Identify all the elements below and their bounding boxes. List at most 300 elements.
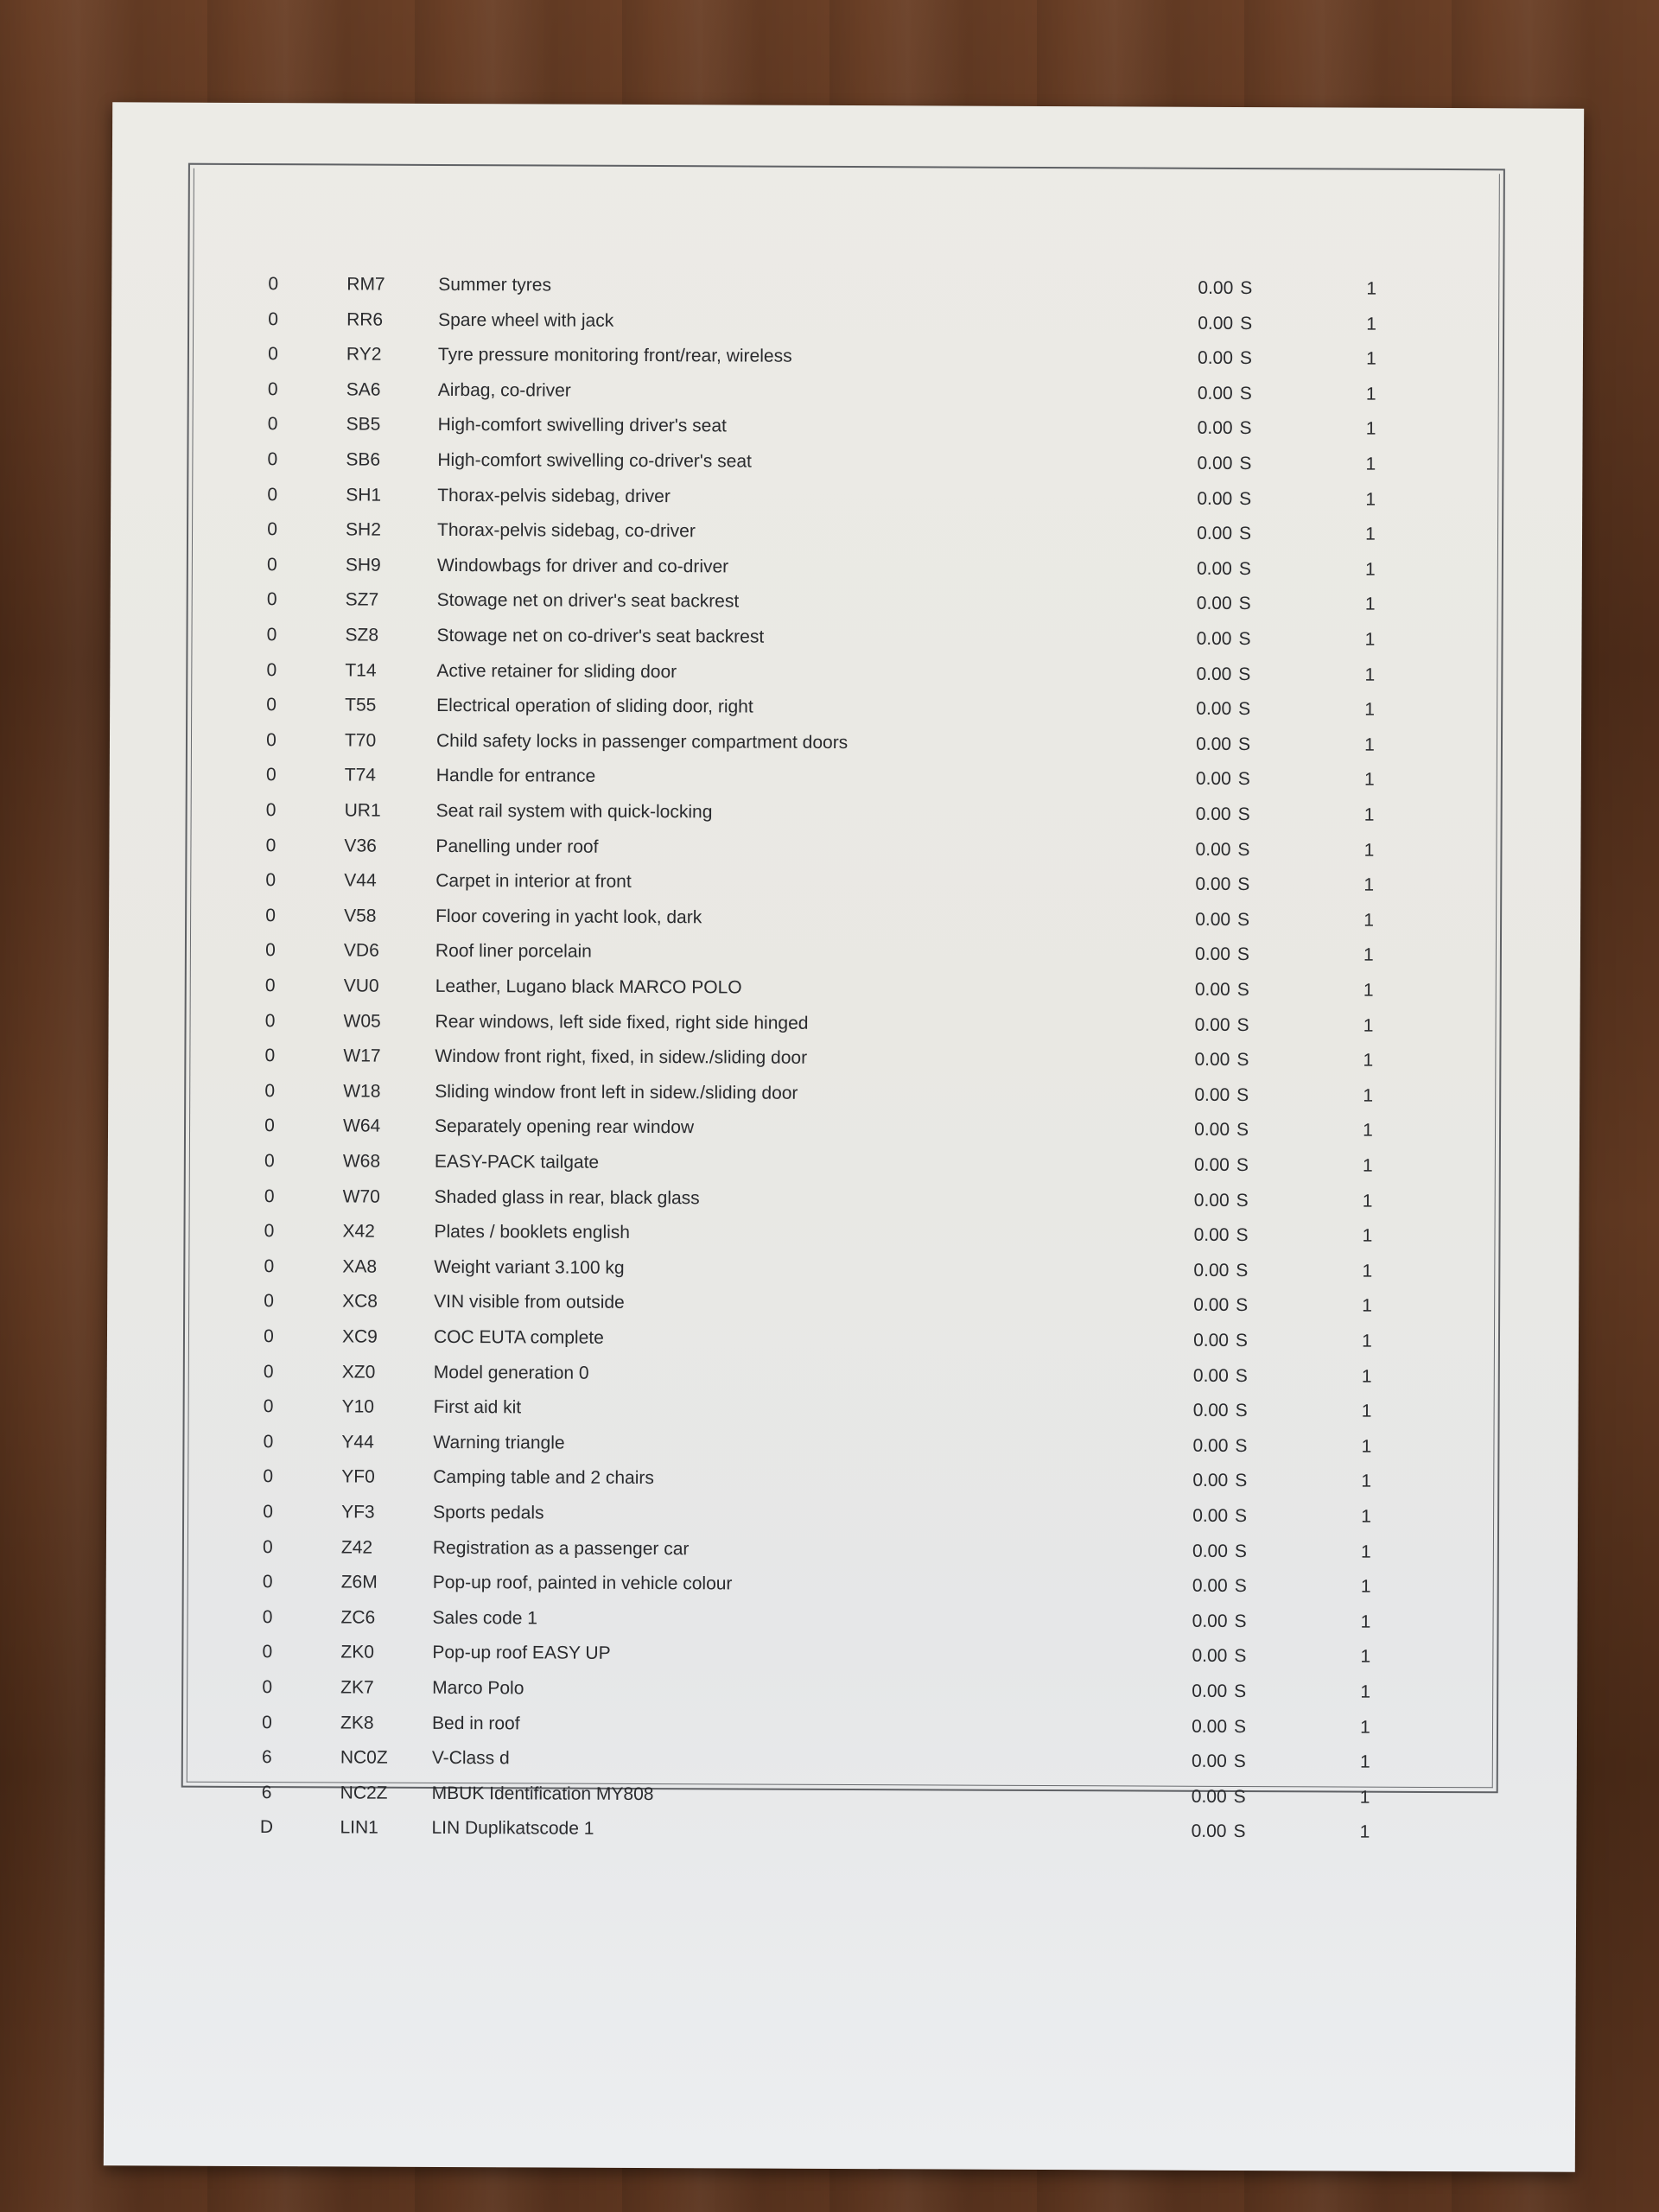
row-number: 0 [264, 1326, 274, 1347]
option-flag: S [1239, 453, 1252, 474]
table-row [107, 1319, 1579, 1359]
option-flag: S [1234, 1541, 1247, 1561]
table-row [106, 1459, 1578, 1500]
row-number: 0 [265, 835, 276, 855]
option-price: 0.00 [1192, 1541, 1228, 1561]
option-price: 0.00 [1192, 1646, 1228, 1667]
table-row [110, 617, 1581, 658]
option-price: 0.00 [1198, 347, 1233, 369]
option-code: Y10 [341, 1396, 375, 1417]
table-row [111, 302, 1583, 342]
option-quantity: 1 [1364, 699, 1376, 720]
option-quantity: 1 [1366, 348, 1376, 369]
option-code: Y44 [341, 1432, 374, 1452]
option-code: SH2 [346, 519, 381, 540]
option-code: W68 [342, 1151, 381, 1172]
option-quantity: 1 [1361, 1436, 1372, 1457]
option-description: Airbag, co-driver [437, 379, 571, 401]
row-number: 0 [262, 1606, 273, 1627]
option-code: NC2Z [340, 1783, 388, 1803]
row-number: 0 [263, 1502, 273, 1522]
option-price: 0.00 [1197, 453, 1233, 474]
option-price: 0.00 [1198, 277, 1234, 298]
option-price: 0.00 [1192, 1716, 1228, 1737]
option-price: 0.00 [1195, 804, 1231, 824]
table-row [105, 1669, 1577, 1710]
option-code: ZC6 [340, 1607, 376, 1628]
row-number: 0 [265, 905, 276, 925]
table-row [107, 1284, 1579, 1325]
option-price: 0.00 [1196, 558, 1232, 579]
option-flag: S [1234, 1576, 1247, 1597]
option-code: UR1 [344, 800, 381, 821]
option-flag: S [1239, 488, 1252, 509]
option-description: Window front right, fixed, in sidew./sliding door [435, 1046, 808, 1069]
row-number: 0 [268, 274, 279, 295]
option-quantity: 1 [1363, 840, 1375, 861]
option-price: 0.00 [1194, 1049, 1230, 1071]
option-flag: S [1234, 1646, 1247, 1667]
option-description: MBUK Identification MY808 [431, 1783, 654, 1804]
row-number: 0 [264, 1255, 275, 1276]
table-row [106, 1564, 1578, 1605]
table-row [110, 652, 1581, 693]
option-code: W64 [342, 1116, 381, 1137]
option-code: Z6M [340, 1572, 378, 1592]
table-row [108, 1038, 1580, 1078]
option-description: Camping table and 2 chairs [433, 1467, 654, 1489]
option-quantity: 1 [1365, 524, 1376, 544]
option-price: 0.00 [1192, 1471, 1229, 1491]
option-quantity: 1 [1359, 1822, 1370, 1843]
option-quantity: 1 [1363, 910, 1374, 931]
option-description: Pop-up roof EASY UP [432, 1643, 611, 1664]
option-flag: S [1236, 1295, 1249, 1316]
table-row [110, 722, 1581, 763]
option-description: COC EUTA complete [433, 1326, 604, 1348]
option-code: W17 [343, 1046, 381, 1066]
option-code: W05 [343, 1011, 381, 1032]
table-row [108, 1109, 1580, 1149]
option-flag: S [1236, 1120, 1249, 1141]
row-number: 0 [263, 1431, 274, 1452]
option-quantity: 1 [1360, 1717, 1370, 1738]
option-flag: S [1237, 874, 1250, 895]
row-number: 0 [263, 1361, 274, 1382]
table-row [108, 1003, 1580, 1044]
table-row [107, 1213, 1579, 1254]
option-code: W18 [343, 1081, 381, 1102]
option-price: 0.00 [1195, 839, 1231, 860]
option-price: 0.00 [1192, 1505, 1229, 1526]
table-row [105, 1775, 1577, 1815]
option-price: 0.00 [1195, 909, 1231, 930]
option-price: 0.00 [1196, 734, 1232, 754]
table-row [108, 1143, 1580, 1184]
table-row [105, 1635, 1577, 1675]
option-flag: S [1235, 1330, 1249, 1351]
option-code: SH9 [345, 555, 381, 575]
option-code: W70 [342, 1186, 380, 1207]
option-quantity: 1 [1363, 1015, 1374, 1036]
option-price: 0.00 [1195, 769, 1231, 790]
row-number: 0 [264, 976, 276, 996]
table-row [111, 477, 1582, 518]
option-flag: S [1237, 839, 1250, 860]
option-price: 0.00 [1193, 1190, 1230, 1211]
row-number: 0 [262, 1642, 273, 1662]
option-description: Sales code 1 [432, 1607, 538, 1629]
option-description: Stowage net on driver's seat backrest [436, 590, 740, 612]
option-flag: S [1236, 1260, 1249, 1281]
option-quantity: 1 [1365, 454, 1376, 474]
option-flag: S [1240, 313, 1253, 334]
option-quantity: 1 [1361, 1541, 1371, 1562]
option-price: 0.00 [1193, 1154, 1230, 1175]
table-row [111, 372, 1583, 412]
option-quantity: 1 [1361, 1471, 1372, 1492]
option-quantity: 1 [1362, 1191, 1373, 1211]
option-flag: S [1233, 1751, 1246, 1772]
option-price: 0.00 [1194, 1084, 1230, 1105]
option-description: First aid kit [433, 1397, 522, 1418]
option-price: 0.00 [1193, 1260, 1230, 1281]
option-code: V58 [344, 906, 377, 926]
option-quantity: 1 [1363, 1121, 1373, 1141]
option-description: Handle for entrance [435, 766, 596, 787]
row-number: 0 [262, 1572, 273, 1592]
table-row [108, 1179, 1580, 1219]
option-flag: S [1236, 1190, 1249, 1211]
option-quantity: 1 [1364, 629, 1376, 650]
option-description: Carpet in interior at front [435, 871, 632, 893]
option-description: Sliding window front left in sidew./sliding door [435, 1081, 798, 1103]
option-code: T14 [345, 660, 377, 681]
row-number: 0 [266, 625, 277, 645]
row-number: 0 [266, 695, 277, 715]
option-code: SB5 [346, 414, 381, 435]
option-quantity: 1 [1363, 1085, 1374, 1106]
option-description: Floor covering in yacht look, dark [435, 906, 702, 928]
table-row [111, 266, 1583, 307]
option-flag: S [1233, 1786, 1246, 1807]
row-number: 0 [267, 414, 278, 435]
table-row [109, 862, 1580, 903]
option-price: 0.00 [1197, 383, 1233, 404]
option-quantity: 1 [1362, 1331, 1372, 1351]
option-price: 0.00 [1195, 874, 1231, 895]
option-quantity: 1 [1366, 278, 1377, 299]
option-quantity: 1 [1362, 1155, 1373, 1176]
option-code: V44 [344, 870, 377, 891]
paper-sheet [104, 102, 1584, 2171]
option-code: T55 [345, 695, 377, 715]
option-description: Registration as a passenger car [432, 1537, 690, 1559]
option-description: Stowage net on co-driver's seat backrest [436, 625, 765, 647]
table-row [110, 758, 1581, 798]
option-description: LIN Duplikatscode 1 [431, 1818, 594, 1840]
option-price: 0.00 [1197, 523, 1233, 544]
option-code: T70 [344, 730, 377, 751]
table-row [111, 547, 1582, 588]
row-number: 0 [264, 1080, 276, 1101]
option-flag: S [1236, 979, 1249, 1001]
option-flag: S [1236, 1154, 1249, 1176]
option-flag: S [1239, 348, 1252, 369]
option-flag: S [1238, 664, 1251, 684]
option-price: 0.00 [1197, 488, 1233, 509]
row-number: 0 [264, 1046, 276, 1066]
option-description: Sports pedals [433, 1502, 544, 1523]
table-row [109, 898, 1580, 938]
option-description: Electrical operation of sliding door, right [436, 696, 753, 717]
option-quantity: 1 [1360, 1681, 1371, 1702]
option-flag: S [1234, 1611, 1247, 1631]
row-number: D [259, 1817, 274, 1838]
option-quantity: 1 [1365, 384, 1376, 404]
option-description: Model generation 0 [433, 1362, 589, 1383]
option-flag: S [1237, 804, 1250, 825]
option-quantity: 1 [1364, 594, 1376, 615]
option-quantity: 1 [1362, 1225, 1373, 1246]
option-flag: S [1234, 1681, 1247, 1702]
option-description: VIN visible from outside [434, 1292, 625, 1313]
table-row [111, 582, 1582, 623]
table-row [109, 933, 1580, 974]
row-number: 0 [267, 484, 278, 505]
option-code: LIN1 [340, 1817, 378, 1839]
row-number: 0 [268, 308, 279, 329]
option-quantity: 1 [1362, 1261, 1373, 1281]
option-description: High-comfort swivelling driver's seat [437, 415, 727, 436]
option-description: Active retainer for sliding door [436, 660, 677, 682]
option-description: Warning triangle [433, 1432, 565, 1453]
option-description: Summer tyres [438, 274, 552, 296]
option-flag: S [1235, 1365, 1248, 1386]
option-quantity: 1 [1365, 489, 1376, 510]
option-description: Marco Polo [432, 1677, 524, 1699]
option-code: SZ7 [345, 589, 379, 611]
table-row [106, 1424, 1578, 1465]
table-row [111, 442, 1582, 482]
table-row [109, 828, 1580, 868]
option-code: ZK7 [340, 1677, 374, 1698]
option-quantity: 1 [1365, 419, 1376, 440]
row-number: 0 [262, 1712, 272, 1732]
option-flag: S [1236, 1014, 1249, 1035]
option-code: Z42 [340, 1537, 373, 1558]
option-flag: S [1235, 1401, 1248, 1421]
row-number: 0 [263, 1536, 273, 1557]
option-description: Separately opening rear window [434, 1116, 695, 1138]
option-code: V36 [344, 836, 377, 856]
option-flag: S [1238, 628, 1251, 650]
table-row [107, 1354, 1579, 1395]
option-flag: S [1239, 418, 1252, 439]
option-quantity: 1 [1366, 314, 1377, 334]
option-description: V-Class d [431, 1748, 510, 1769]
option-price: 0.00 [1191, 1786, 1227, 1807]
option-description: Tyre pressure monitoring front/rear, wireless [437, 345, 792, 366]
option-price: 0.00 [1198, 313, 1234, 334]
option-flag: S [1236, 1050, 1249, 1071]
option-quantity: 1 [1363, 1050, 1374, 1071]
option-quantity: 1 [1363, 804, 1375, 825]
row-number: 0 [267, 449, 278, 470]
option-code: VU0 [343, 976, 379, 996]
table-row [109, 968, 1580, 1008]
option-quantity: 1 [1363, 874, 1375, 895]
option-price: 0.00 [1194, 1014, 1230, 1035]
option-price: 0.00 [1192, 1611, 1228, 1631]
row-number: 0 [264, 1185, 275, 1206]
option-quantity: 1 [1359, 1787, 1370, 1808]
option-quantity: 1 [1364, 559, 1376, 580]
row-number: 0 [264, 1116, 275, 1136]
option-code: NC0Z [340, 1747, 388, 1768]
option-code: XC9 [341, 1326, 378, 1347]
table-row [110, 687, 1581, 728]
option-code: VD6 [343, 940, 379, 962]
option-quantity: 1 [1363, 770, 1375, 791]
option-price: 0.00 [1193, 1330, 1230, 1351]
option-flag: S [1238, 558, 1251, 579]
option-code: X42 [342, 1221, 375, 1242]
option-description: Windowbags for driver and co-driver [436, 555, 729, 577]
option-flag: S [1235, 1435, 1248, 1456]
row-number: 0 [264, 1010, 276, 1031]
option-price: 0.00 [1194, 979, 1230, 1000]
option-flag: S [1236, 1084, 1249, 1105]
option-quantity: 1 [1363, 980, 1374, 1001]
row-number: 0 [263, 1466, 274, 1487]
option-price: 0.00 [1194, 1120, 1230, 1141]
row-number: 0 [266, 659, 277, 680]
option-price: 0.00 [1192, 1575, 1228, 1597]
row-number: 0 [268, 344, 278, 365]
table-row [111, 336, 1583, 377]
option-code: XA8 [342, 1256, 378, 1277]
table-row [106, 1494, 1578, 1535]
row-number: 0 [262, 1677, 273, 1698]
option-code: SH1 [346, 485, 382, 505]
option-code: T74 [344, 765, 377, 786]
option-description: Spare wheel with jack [438, 309, 614, 331]
row-number: 0 [264, 1291, 275, 1312]
option-code: RY2 [346, 344, 382, 365]
option-code: RR6 [346, 309, 384, 330]
table-row [105, 1810, 1576, 1851]
option-description: Child safety locks in passenger compartment doors [435, 730, 849, 753]
option-price: 0.00 [1195, 944, 1230, 965]
table-row [111, 407, 1583, 448]
option-flag: S [1233, 1821, 1246, 1842]
table-row [107, 1249, 1579, 1289]
row-number: 0 [265, 870, 276, 891]
option-code: XC8 [342, 1291, 378, 1313]
row-number: 6 [261, 1747, 272, 1768]
option-list [112, 102, 1584, 1843]
option-code: YF3 [341, 1502, 375, 1522]
option-flag: S [1237, 769, 1250, 790]
option-flag: S [1239, 383, 1252, 404]
option-code: YF0 [341, 1466, 375, 1488]
option-flag: S [1238, 524, 1252, 544]
option-price: 0.00 [1196, 594, 1232, 614]
option-price: 0.00 [1191, 1821, 1227, 1842]
table-row [108, 1073, 1580, 1114]
option-quantity: 1 [1360, 1576, 1371, 1597]
row-number: 0 [264, 1151, 275, 1172]
option-quantity: 1 [1362, 1296, 1373, 1317]
option-description: Shaded glass in rear, black glass [434, 1186, 700, 1208]
row-number: 0 [266, 729, 276, 750]
option-flag: S [1238, 594, 1251, 614]
row-number: 0 [263, 1396, 274, 1417]
option-description: Panelling under roof [435, 836, 599, 857]
option-description: Thorax-pelvis sidebag, driver [437, 485, 671, 506]
option-quantity: 1 [1361, 1366, 1372, 1387]
row-number: 0 [267, 519, 277, 540]
option-flag: S [1236, 944, 1249, 965]
option-price: 0.00 [1193, 1295, 1230, 1316]
table-row [110, 792, 1581, 833]
option-code: SA6 [346, 379, 381, 400]
option-description: Weight variant 3.100 kg [434, 1256, 625, 1278]
option-code: RM7 [346, 274, 385, 295]
option-price: 0.00 [1192, 1365, 1229, 1386]
table-row [105, 1705, 1577, 1745]
option-price: 0.00 [1196, 628, 1232, 649]
option-description: Plates / booklets english [434, 1222, 631, 1243]
option-description: Leather, Lugano black MARCO POLO [435, 976, 742, 998]
option-code: XZ0 [341, 1362, 376, 1382]
option-price: 0.00 [1193, 1224, 1230, 1246]
option-price: 0.00 [1191, 1751, 1227, 1772]
option-flag: S [1238, 699, 1251, 720]
option-flag: S [1233, 1716, 1247, 1737]
option-flag: S [1235, 1471, 1248, 1491]
option-code: ZK8 [340, 1713, 374, 1733]
row-number: 0 [264, 1221, 275, 1242]
table-row [111, 512, 1582, 552]
table-row [105, 1739, 1577, 1780]
option-code: SZ8 [345, 625, 379, 645]
table-row [107, 1389, 1579, 1429]
option-price: 0.00 [1197, 418, 1233, 439]
row-number: 0 [265, 940, 276, 961]
option-flag: S [1240, 277, 1253, 299]
option-code: ZK0 [340, 1642, 374, 1663]
option-quantity: 1 [1360, 1647, 1371, 1668]
table-row [105, 1599, 1577, 1640]
row-number: 0 [266, 589, 277, 610]
row-number: 0 [265, 800, 276, 821]
option-description: Roof liner porcelain [435, 941, 592, 963]
row-number: 6 [261, 1782, 272, 1802]
option-flag: S [1237, 909, 1250, 930]
option-description: Seat rail system with quick-locking [435, 800, 713, 823]
option-quantity: 1 [1364, 734, 1375, 755]
option-quantity: 1 [1361, 1401, 1372, 1421]
option-description: Bed in roof [431, 1713, 520, 1733]
option-description: Thorax-pelvis sidebag, co-driver [437, 520, 696, 542]
option-price: 0.00 [1196, 698, 1232, 720]
option-flag: S [1237, 734, 1251, 754]
option-price: 0.00 [1196, 664, 1232, 684]
option-description: EASY-PACK tailgate [434, 1151, 600, 1173]
row-number: 0 [266, 554, 277, 575]
